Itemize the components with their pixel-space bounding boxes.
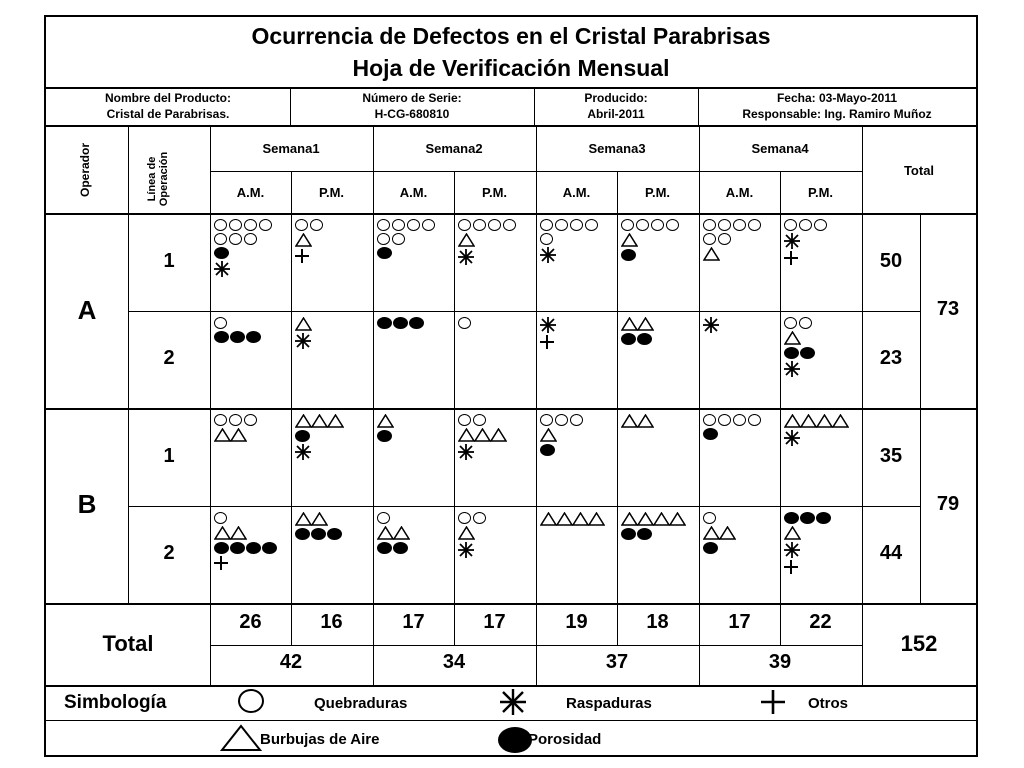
circle-outline-icon [540, 219, 553, 231]
circle-outline-icon [621, 219, 634, 231]
circle-outline-icon [214, 317, 227, 329]
producto-value: Cristal de Parabrisas. [106, 107, 230, 121]
filled-circle-icon [295, 430, 310, 442]
circle-outline-icon [540, 233, 553, 245]
filled-circle-icon [800, 347, 815, 359]
shift-total: 26 [239, 611, 262, 633]
circle-outline-icon [784, 317, 797, 329]
asterisk-icon [784, 233, 800, 249]
week-1-header: Semana1 [262, 141, 320, 156]
triangle-outline-icon [393, 526, 410, 540]
line-total-b-1: 35 [879, 445, 903, 467]
filled-circle-icon [393, 542, 408, 554]
divider [128, 311, 920, 312]
triangle-outline-icon [800, 414, 817, 428]
triangle-outline-icon [377, 414, 394, 428]
circle-outline-icon [473, 512, 486, 524]
plus-icon [540, 335, 554, 349]
plus-icon [295, 249, 309, 263]
triangle-outline-icon [214, 526, 231, 540]
triangle-outline-icon [784, 331, 801, 345]
triangle-outline-icon [637, 512, 654, 526]
asterisk-icon [295, 333, 311, 349]
producido-value: Abril-2011 [587, 107, 645, 121]
circle-outline-icon [458, 512, 471, 524]
am-header: A.M. [399, 185, 428, 200]
triangle-outline-icon [295, 512, 312, 526]
triangle-outline-icon [311, 512, 328, 526]
line-a-1: 1 [163, 250, 175, 272]
circle-outline-icon [733, 414, 746, 426]
triangle-outline-icon [621, 512, 638, 526]
triangle-outline-icon [588, 512, 605, 526]
legend-quebraduras: Quebraduras [314, 695, 408, 712]
triangle-outline-icon [220, 724, 262, 757]
circle-outline-icon [422, 219, 435, 231]
asterisk-icon [458, 444, 474, 460]
circle-outline-icon [392, 219, 405, 231]
filled-circle-icon [816, 512, 831, 524]
grand-total: 152 [900, 631, 938, 656]
shift-total: 17 [402, 611, 425, 633]
line-total-b-2: 44 [879, 542, 903, 564]
filled-circle-icon [409, 317, 424, 329]
circle-outline-icon [733, 219, 746, 231]
filled-circle-icon [246, 542, 261, 554]
legend-porosidad: Porosidad [528, 731, 602, 748]
shift-total: 17 [483, 611, 506, 633]
am-header: A.M. [725, 185, 754, 200]
triangle-outline-icon [816, 414, 833, 428]
triangle-outline-icon [458, 428, 475, 442]
triangle-outline-icon [295, 233, 312, 247]
shift-total: 18 [646, 611, 669, 633]
triangle-outline-icon [832, 414, 849, 428]
shift-total: 16 [320, 611, 343, 633]
circle-outline-icon [458, 219, 471, 231]
triangle-outline-icon [230, 526, 247, 540]
plus-icon [784, 560, 798, 574]
circle-outline-icon [377, 512, 390, 524]
legend-title: Simbología [64, 692, 167, 713]
title-line-1: Ocurrencia de Defectos en el Cristal Parabrisas [251, 23, 771, 49]
operator-a: A [77, 295, 97, 325]
divider [210, 645, 862, 646]
circle-outline-icon [244, 219, 257, 231]
week-3-header: Semana3 [588, 141, 646, 156]
circle-outline-icon [748, 219, 761, 231]
circle-outline-icon [585, 219, 598, 231]
circle-outline-icon [473, 219, 486, 231]
circle-outline-icon [799, 219, 812, 231]
circle-outline-icon [799, 317, 812, 329]
circle-outline-icon [214, 512, 227, 524]
operator-b: B [77, 489, 97, 519]
pm-header: P.M. [318, 185, 345, 200]
divider [46, 87, 976, 89]
week-total: 39 [768, 651, 792, 673]
circle-outline-icon [570, 414, 583, 426]
plus-icon [784, 251, 798, 265]
circle-outline-icon [310, 219, 323, 231]
week-4-header: Semana4 [751, 141, 809, 156]
circle-outline-icon [458, 414, 471, 426]
circle-outline-icon [784, 219, 797, 231]
responsable: Responsable: Ing. Ramiro Muñoz [742, 107, 932, 121]
legend-raspaduras: Raspaduras [566, 695, 652, 712]
pm-header: P.M. [644, 185, 671, 200]
pm-header: P.M. [807, 185, 834, 200]
circle-outline-icon [214, 219, 227, 231]
circle-outline-icon [244, 233, 257, 245]
filled-circle-icon [621, 333, 636, 345]
triangle-outline-icon [377, 526, 394, 540]
filled-circle-icon [295, 528, 310, 540]
asterisk-icon [458, 542, 474, 558]
divider [862, 125, 863, 685]
circle-outline-icon [703, 512, 716, 524]
circle-outline-icon [570, 219, 583, 231]
legend-otros: Otros [808, 695, 849, 712]
filled-circle-icon [214, 247, 229, 259]
triangle-outline-icon [490, 428, 507, 442]
week-total: 42 [279, 651, 303, 673]
filled-circle-icon [621, 528, 636, 540]
divider [46, 213, 976, 215]
triangle-outline-icon [540, 512, 557, 526]
filled-circle-icon [800, 512, 815, 524]
filled-circle-icon [377, 430, 392, 442]
circle-outline-icon [555, 219, 568, 231]
filled-circle-icon [246, 331, 261, 343]
circle-outline-icon [718, 219, 731, 231]
circle-outline-icon [814, 219, 827, 231]
fecha: Fecha: 03-Mayo-2011 [776, 91, 898, 105]
triangle-outline-icon [669, 512, 686, 526]
line-total-a-2: 23 [879, 347, 903, 369]
circle-outline-icon [703, 219, 716, 231]
triangle-outline-icon [230, 428, 247, 442]
triangle-outline-icon [637, 414, 654, 428]
week-total: 34 [442, 651, 466, 673]
asterisk-icon [540, 247, 556, 263]
triangle-outline-icon [703, 526, 720, 540]
circle-outline-icon [540, 414, 553, 426]
plus-icon [760, 689, 786, 720]
circle-outline-icon [392, 233, 405, 245]
serie-label: Número de Serie: [362, 91, 462, 105]
divider [698, 87, 699, 125]
triangle-outline-icon [295, 414, 312, 428]
circle-outline-icon [636, 219, 649, 231]
filled-circle-icon [784, 347, 799, 359]
asterisk-icon [784, 542, 800, 558]
filled-circle-icon [637, 528, 652, 540]
divider [210, 125, 211, 685]
operator-total-a: 73 [936, 298, 960, 320]
circle-outline-icon [229, 219, 242, 231]
triangle-outline-icon [621, 233, 638, 247]
circle-outline-icon [718, 414, 731, 426]
divider [699, 125, 700, 685]
divider [46, 408, 976, 410]
divider [46, 685, 976, 687]
triangle-outline-icon [311, 414, 328, 428]
circle-outline-icon [407, 219, 420, 231]
asterisk-icon [214, 261, 230, 277]
producido-label: Producido: [584, 91, 648, 105]
circle-outline-icon [377, 219, 390, 231]
title-line-2: Hoja de Verificación Mensual [352, 55, 670, 81]
triangle-outline-icon [540, 428, 557, 442]
legend-burbujas: Burbujas de Aire [260, 731, 380, 748]
filled-circle-icon [703, 428, 718, 440]
shift-total: 22 [809, 611, 832, 633]
triangle-outline-icon [719, 526, 736, 540]
pm-header: P.M. [481, 185, 508, 200]
week-total: 37 [605, 651, 629, 673]
am-header: A.M. [562, 185, 591, 200]
line-a-2: 2 [163, 347, 175, 369]
plus-icon [214, 556, 228, 570]
divider [46, 603, 976, 605]
am-header: A.M. [236, 185, 265, 200]
serie-value: H-CG-680810 [374, 107, 450, 121]
filled-circle-icon [637, 333, 652, 345]
divider [536, 125, 537, 685]
divider [373, 125, 374, 685]
filled-circle-icon [498, 727, 532, 753]
triangle-outline-icon [556, 512, 573, 526]
circle-outline-icon [718, 233, 731, 245]
circle-outline-icon [473, 414, 486, 426]
circle-outline-icon [703, 233, 716, 245]
filled-circle-icon [214, 331, 229, 343]
filled-circle-icon [214, 542, 229, 554]
triangle-outline-icon [784, 414, 801, 428]
triangle-outline-icon [703, 247, 720, 261]
producto-label: Nombre del Producto: [104, 91, 231, 105]
filled-circle-icon [230, 331, 245, 343]
filled-circle-icon [377, 247, 392, 259]
circle-outline-icon [748, 414, 761, 426]
linea-header: Línea de Operación [146, 151, 170, 207]
filled-circle-icon [311, 528, 326, 540]
triangle-outline-icon [458, 526, 475, 540]
filled-circle-icon [703, 542, 718, 554]
divider [128, 506, 920, 507]
verification-sheet [44, 15, 978, 757]
total-label: Total [102, 631, 154, 656]
line-b-1: 1 [163, 445, 175, 467]
asterisk-icon [458, 249, 474, 265]
triangle-outline-icon [295, 317, 312, 331]
triangle-outline-icon [474, 428, 491, 442]
asterisk-icon [498, 688, 528, 721]
triangle-outline-icon [327, 414, 344, 428]
circle-outline-icon [229, 414, 242, 426]
triangle-outline-icon [458, 233, 475, 247]
circle-outline-icon [703, 414, 716, 426]
filled-circle-icon [230, 542, 245, 554]
filled-circle-icon [327, 528, 342, 540]
circle-outline-icon [488, 219, 501, 231]
line-total-a-1: 50 [879, 250, 903, 272]
circle-outline-icon [229, 233, 242, 245]
triangle-outline-icon [784, 526, 801, 540]
circle-outline-icon [666, 219, 679, 231]
triangle-outline-icon [653, 512, 670, 526]
asterisk-icon [784, 430, 800, 446]
filled-circle-icon [784, 512, 799, 524]
circle-outline-icon [503, 219, 516, 231]
total-header: Total [903, 163, 935, 178]
triangle-outline-icon [621, 414, 638, 428]
circle-outline-icon [651, 219, 664, 231]
triangle-outline-icon [572, 512, 589, 526]
circle-outline-icon [458, 317, 471, 329]
circle-outline-icon [214, 233, 227, 245]
circle-outline-icon [555, 414, 568, 426]
filled-circle-icon [540, 444, 555, 456]
divider [290, 87, 291, 125]
filled-circle-icon [262, 542, 277, 554]
asterisk-icon [784, 361, 800, 377]
asterisk-icon [540, 317, 556, 333]
shift-total: 19 [565, 611, 588, 633]
filled-circle-icon [393, 317, 408, 329]
circle-outline-icon [377, 233, 390, 245]
shift-total: 17 [728, 611, 751, 633]
asterisk-icon [295, 444, 311, 460]
circle-outline-icon [214, 414, 227, 426]
operator-total-b: 79 [936, 493, 960, 515]
asterisk-icon [703, 317, 719, 333]
filled-circle-icon [377, 542, 392, 554]
operador-header: Operador [78, 142, 93, 198]
filled-circle-icon [377, 317, 392, 329]
circle-outline-icon [295, 219, 308, 231]
line-b-2: 2 [163, 542, 175, 564]
circle-outline-icon [244, 414, 257, 426]
divider [46, 125, 976, 127]
divider [534, 87, 535, 125]
triangle-outline-icon [621, 317, 638, 331]
filled-circle-icon [621, 249, 636, 261]
circle-outline-icon [259, 219, 272, 231]
week-2-header: Semana2 [425, 141, 483, 156]
triangle-outline-icon [214, 428, 231, 442]
triangle-outline-icon [637, 317, 654, 331]
circle-outline-icon [238, 689, 264, 713]
